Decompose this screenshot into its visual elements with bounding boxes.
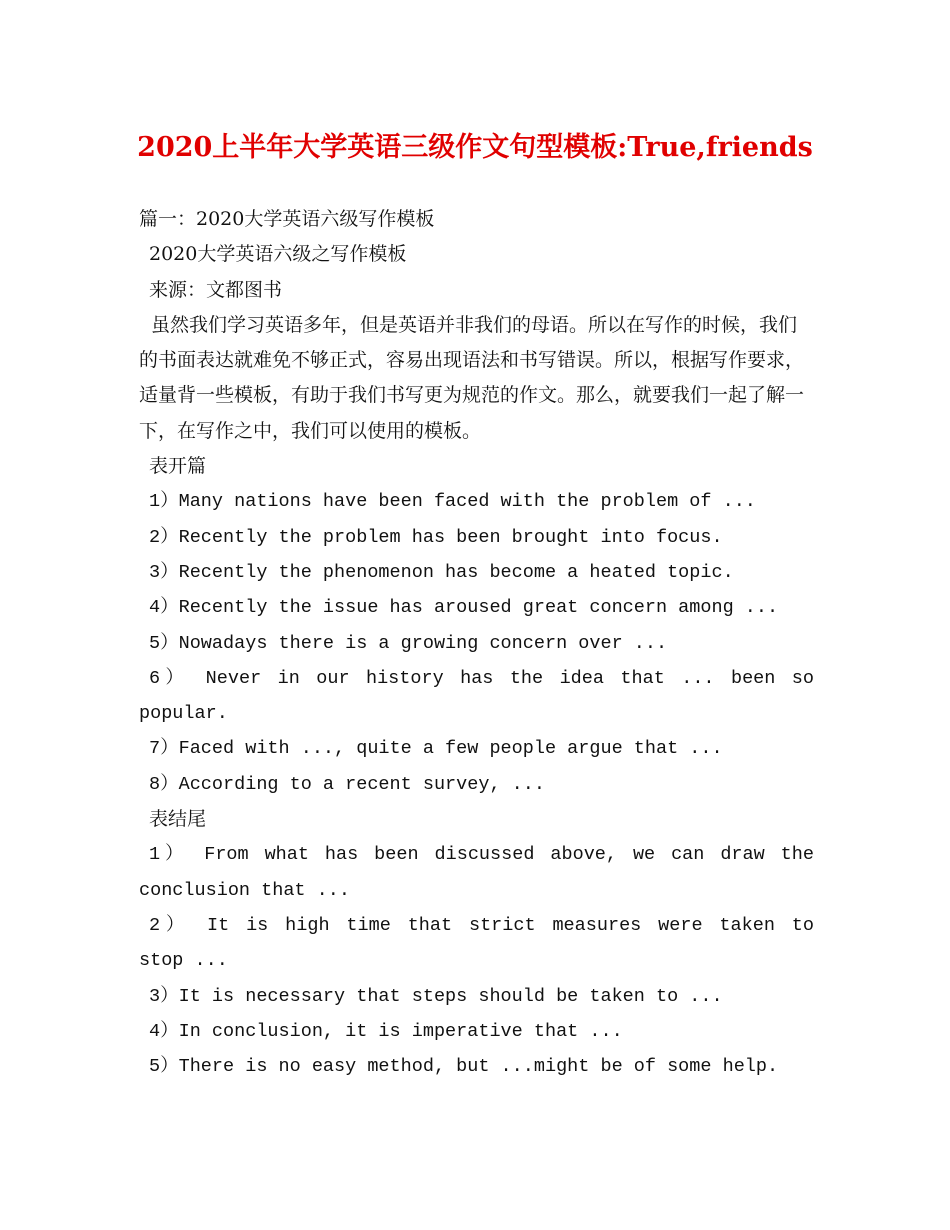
closing-item-4: 4）In conclusion, it is imperative that ... (149, 1020, 623, 1042)
closing-item-2-continued: stop ... (139, 950, 228, 972)
document-title: 2020上半年大学英语三级作文句型模板:True,friends (137, 132, 813, 163)
closing-item-5: 5）There is no easy method, but ...might be of some help. (149, 1056, 779, 1078)
opening-item-8: 8）According to a recent survey, ... (149, 773, 545, 795)
header-line-1: 篇一：2020大学英语六级写作模板 (139, 208, 435, 230)
document-body (139, 202, 814, 1084)
opening-item-2: 2）Recently the problem has been brought into focus. (149, 526, 723, 548)
opening-item-4: 4）Recently the issue has aroused great concern among ... (149, 597, 779, 619)
closing-item-1: 1） From what has been discussed above, we can draw the (149, 844, 814, 866)
header-line-3: 来源：文都图书 (149, 278, 283, 301)
opening-item-1: 1）Many nations have been faced with the problem of ... (149, 491, 756, 513)
opening-item-6: 6） Never in our history has the idea that ... been so (149, 667, 814, 689)
opening-item-6-continued: popular. (139, 703, 228, 725)
opening-item-3: 3）Recently the phenomenon has become a heated topic. (149, 561, 734, 583)
closing-item-3: 3）It is necessary that steps should be taken to ... (149, 985, 723, 1007)
closing-heading: 表结尾 (149, 808, 207, 831)
closing-item-2: 2） It is high time that strict measures were taken to (149, 914, 814, 936)
opening-item-5: 5）Nowadays there is a growing concern over ... (149, 632, 668, 654)
closing-item-1-continued: conclusion that ... (139, 879, 350, 901)
opening-heading: 表开篇 (149, 455, 207, 478)
header-line-2: 2020大学英语六级之写作模板 (149, 243, 407, 266)
opening-item-7: 7）Faced with ..., quite a few people argue that ... (149, 738, 723, 760)
intro-paragraph: 虽然我们学习英语多年，但是英语并非我们的母语。所以在写作的时候，我们的书面表达就难免不够正式，容易出现语法和书写错误。所以，根据写作要求，适量背一些模板，有助于我们书写更为规范的作文。那么，就要我们一起了解一下，在写作之中，我们可以使用的模板。 (139, 313, 805, 442)
